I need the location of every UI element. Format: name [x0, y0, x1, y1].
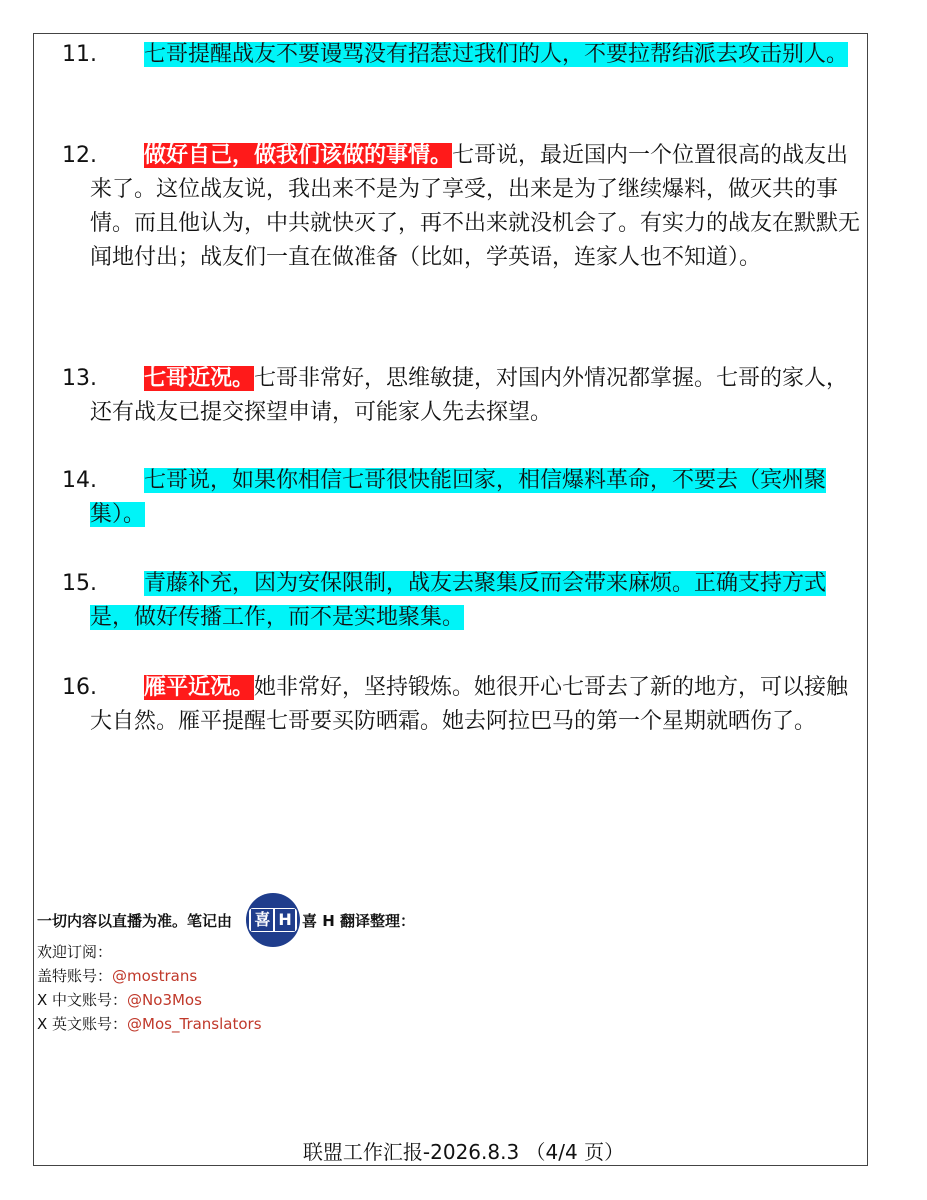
item-text: 她非常好，坚持锻炼。她很开心七哥去了新的地方，可以接触大自然。雁平提醒七哥要买防晒霜。她去阿拉巴马的第一个星期就晒伤了。 [90, 675, 849, 734]
item-text: 七哥说，最近国内一个位置很高的战友出来了。这位战友说，我出来不是为了享受，出来是为了继续爆料，做灭共的事情。而且他认为，中共就快灭了，再不出来就没机会了。有实力的战友在默默无闻地付出；战友们一直在做准备（比如，学英语，连家人也不知道）。 [90, 143, 861, 270]
highlighted-heading: 做好自己，做我们该做的事情。 [144, 143, 453, 168]
logo-letter: H [275, 909, 294, 931]
highlighted-text: 青藤补充，因为安保限制，战友去聚集反而会带来麻烦。正确支持方式是，做好传播工作，而不是实地聚集。 [90, 571, 827, 630]
x-cn-handle-link[interactable]: @No3Mos [127, 991, 202, 1009]
item-number: 16. [62, 675, 97, 700]
page-footer: 联盟工作汇报-2026.8.3 （4/4 页） [302, 1140, 625, 1164]
subscribe-heading: 欢迎订阅： [37, 943, 113, 961]
x-cn-label: X 中文账号： [37, 991, 128, 1009]
gettr-account [37, 964, 262, 988]
highlighted-heading: 雁平近况。 [144, 675, 255, 700]
gettr-handle-link[interactable]: @mostrans [112, 967, 198, 985]
credit-prefix: 一切内容以直播为准。笔记由 [37, 911, 233, 930]
credit-suffix: 喜 H 翻译整理： [302, 911, 416, 930]
item-number: 14. [62, 468, 97, 493]
item-text: 七哥非常好，思维敏捷，对国内外情况都掌握。七哥的家人，还有战友已提交探望申请，可能家人先去探望。 [90, 366, 849, 425]
gettr-label: 盖特账号： [37, 967, 113, 985]
subscribe-section [37, 940, 262, 1036]
logo-char: 喜 [251, 909, 273, 931]
credit-line [37, 893, 415, 947]
item-number: 13. [62, 366, 97, 391]
highlighted-text: 七哥提醒战友不要谩骂没有招惹过我们的人，不要拉帮结派去攻击别人。 [144, 42, 849, 67]
x-en-label: X 英文账号： [37, 1015, 128, 1033]
x-en-account [37, 1012, 262, 1036]
highlighted-text: 七哥说，如果你相信七哥很快能回家，相信爆料革命，不要去（宾州聚集）。 [90, 468, 827, 527]
highlighted-heading: 七哥近况。 [144, 366, 255, 391]
item-number: 12. [62, 143, 97, 168]
item-number: 15. [62, 571, 97, 596]
x-cn-account [37, 988, 262, 1012]
item-number: 11. [62, 42, 97, 67]
x-en-handle-link[interactable]: @Mos_Translators [127, 1015, 262, 1033]
translator-logo-icon [246, 893, 300, 947]
